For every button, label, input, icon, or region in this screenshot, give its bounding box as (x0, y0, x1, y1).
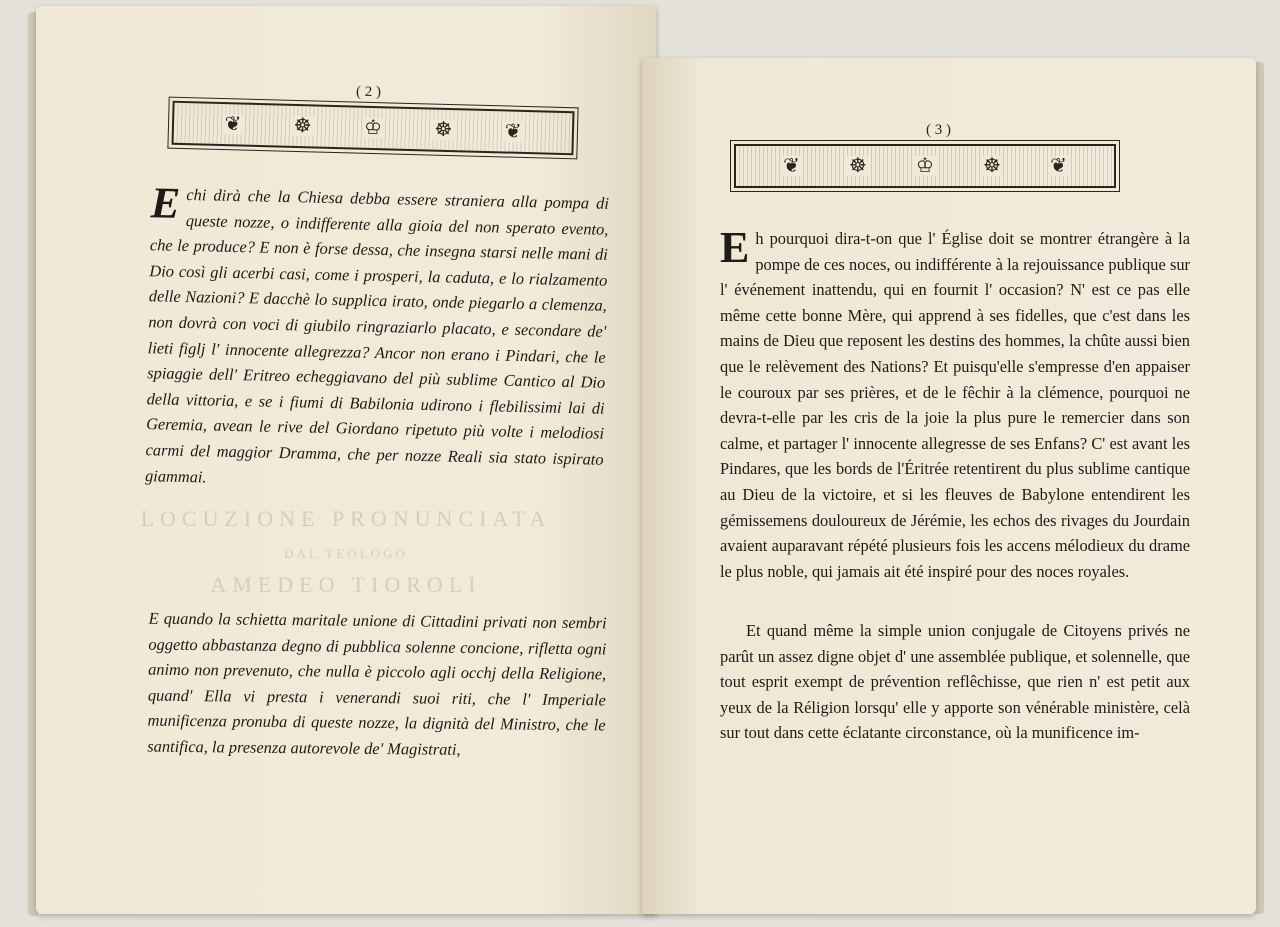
fleuron-icon: ❦ (504, 120, 522, 143)
right-page-number: ( 3 ) (926, 122, 951, 138)
left-page (36, 6, 656, 914)
left-paragraph-1 (144, 178, 610, 498)
right-page (642, 58, 1256, 914)
cameo-medallion-icon: ☸ (983, 155, 1002, 177)
cameo-medallion-icon: ☸ (434, 118, 453, 142)
crown-icon: ♔ (363, 116, 383, 140)
show-through-name: AMEDEO TIOROLI (210, 572, 482, 597)
right-paragraph-2 (720, 618, 1190, 746)
fleuron-icon: ❦ (783, 155, 800, 177)
open-book (14, 4, 1266, 922)
right-paragraph-2-text: Et quand même la simple union conjugale de Citoyens privés ne parût un assez digne objet d' une assemblée publique, et solennelle, que tout esprit exempt de prévention reflêchisse, que rien n' est petit aux yeux de la Réligion lorsqu' elle y apporte son vénérable ministère, celà sur tout dans cette éclatante circonstance, où la munificence im- (720, 621, 1190, 743)
crown-icon: ♔ (916, 155, 934, 177)
right-paragraph-1-text: h pourquoi dira-t-on que l' Église doit se montrer étrangère à la pompe de ces noces, ou indifférente à la rejouissance publique sur l' événement inattendu, qui en fournit l' occasion? N' est ce pas elle même cette bonne Mère, qui apprend à ses fidelles, que c'est dans les mains de Dieu que reposent les destins des hommes, la chûte aussi bien que le relèvement des Nations? Et puisqu'elle s'empresse d'en appaiser le couroux par ses prières, et de le fêchir à la clémence, pourquoi ne devra-t-elle par les cris de la joie la plus pure le remercier dans son calme, et partager l' innocente allegresse de ses Enfans? C' est avant les Pindares, que les bords de l'Éritrée retentirent du plus sublime cantique au Dieu de la victoire, et si les fleuves de Babylone entendirent les gémissemens douloureux de Jérémie, les echos des rivages du Jourdain avaient auparavant répété plusieurs fois les accens mélodieux du drame le plus noble, qui jamais ait été inspiré pour des noces royales. (720, 229, 1190, 581)
left-ornament-band (171, 101, 574, 156)
left-paragraph-1-text: chi dirà che la Chiesa debba essere straniera alla pompa di queste nozze, o indifferente alla gioia del non sperato evento, che le produce? E non è forse dessa, che insegna starsi nelle mani di Dio così gli acerbi casi, come i prosperi, la caduta, e lo rialzamento delle Nazioni? E dacchè lo supplica irato, onde piegarlo a clemenza, non dovrà con voci di giubilo ringraziarlo placato, e secondare de' lieti figlj l' innocente allegrezza? Ancor non erano i Pindari, che le spiaggie dell' Eritreo echeggiavano del più sublime Cantico al Dio della vittoria, e se i fiumi di Babilonia udirono i flebilissimi lai di Geremia, avean le rive del Giordano ripetuto più volte i melodiosi carmi del maggior Dramma, che per nozze Reali sia stato ispirato giammai. (144, 184, 610, 486)
right-ornament-band (734, 144, 1116, 188)
left-page-number: ( 2 ) (356, 84, 381, 100)
left-paragraph-2 (147, 606, 607, 764)
show-through-title: LOCUZIONE PRONUNCIATA (140, 506, 552, 531)
fleuron-icon: ❦ (1050, 155, 1067, 177)
drop-cap: E (150, 178, 181, 228)
fleuron-icon: ❦ (224, 113, 242, 136)
drop-cap: E (720, 223, 750, 272)
cameo-medallion-icon: ☸ (293, 114, 312, 138)
cameo-medallion-icon: ☸ (848, 155, 867, 177)
right-paragraph-1 (720, 223, 1190, 584)
show-through-subtitle: DAL TEOLOGO (284, 546, 408, 561)
left-paragraph-2-text: E quando la schietta maritale unione di Cittadini privati non sembri oggetto abbastanza degno di pubblica solenne concione, rifletta ogni animo non prevenuto, che nulla è piccolo agli occhj della Religione, quand' Ella vi presta i venerandi suoi riti, che l' Imperiale munificenza pronuba di queste nozze, la dignità del Ministro, che le santifica, la presenza autorevole de' Magistrati, (147, 608, 607, 759)
